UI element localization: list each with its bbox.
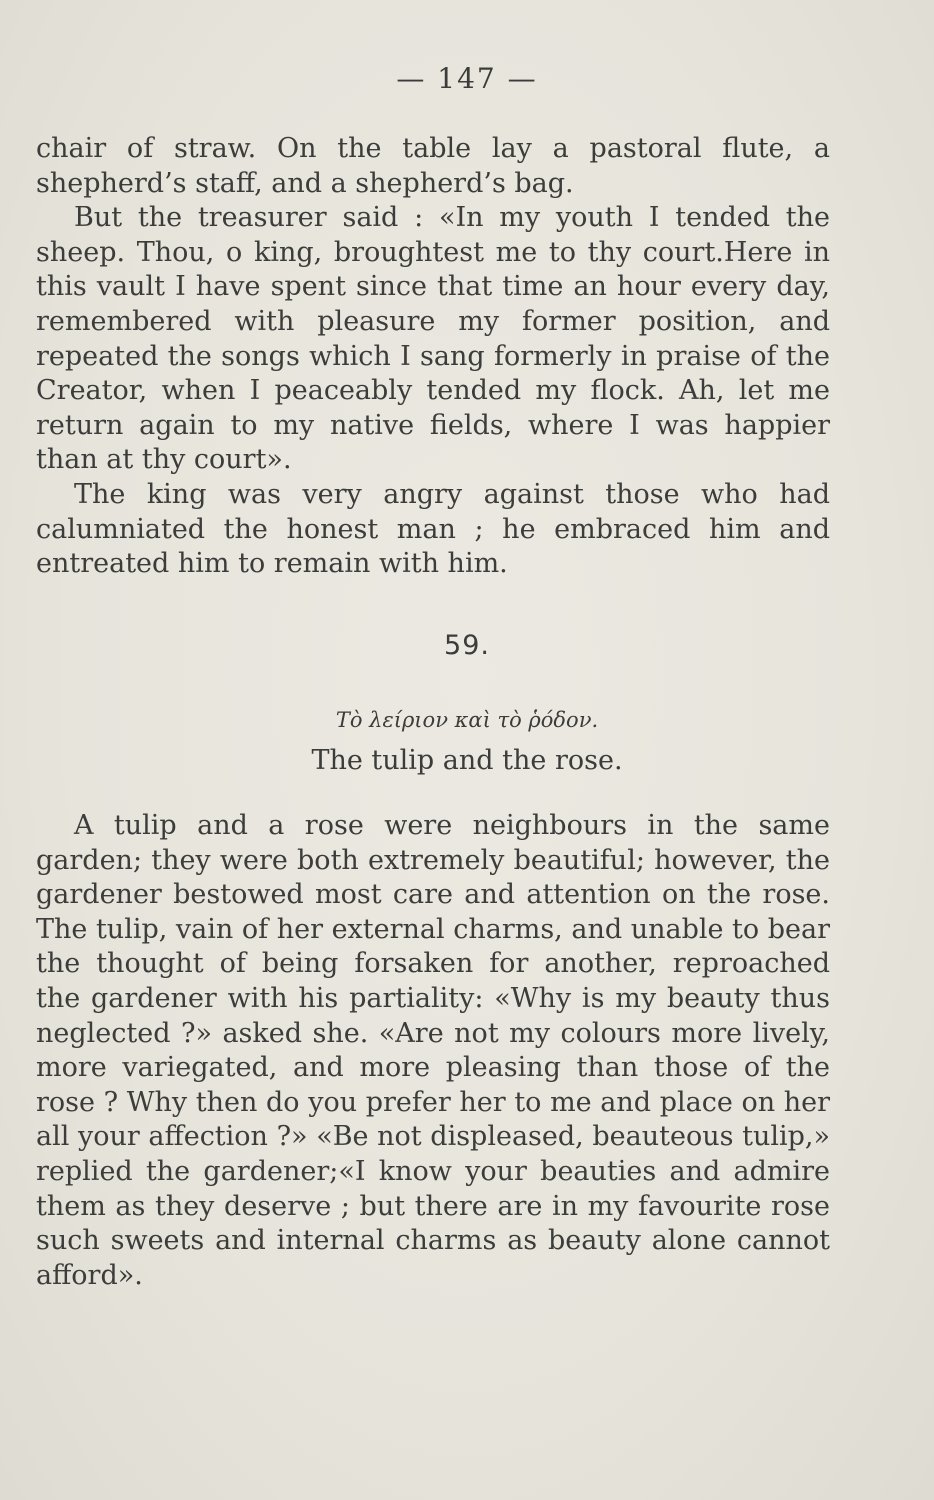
- english-title: The tulip and the rose.: [311, 745, 623, 776]
- fable-number: 59.: [444, 630, 490, 661]
- paragraph: The king was very angry against those who had calumniated the honest man ; he embraced him and entreated him to remain with him.: [36, 478, 830, 580]
- story-continuation: [36, 132, 830, 582]
- fable-text: [36, 809, 830, 1293]
- page-number: — 147 —: [396, 62, 538, 95]
- paragraph: But the treasurer said : «In my youth I tended the sheep. Thou, o king, broughtest me to thy court.Here in this vault I have spent since that time an hour every day, remembered with pleasure my former position, and repeated the songs which I sang formerly in praise of the Creator, when I peaceably tended my flock. Ah, let me return again to my native fields, where I was happier than at thy court».: [36, 202, 830, 476]
- greek-title: Τὸ λείριον καὶ τὸ ῥόδον.: [335, 708, 599, 732]
- paragraph: A tulip and a rose were neighbours in the same garden; they were both extremely beautiful; however, the gardener bestowed most care and attention on the rose. The tulip, vain of her external charms, and unable to bear the thought of being forsaken for another, reproached the gardener with his partiality: «Why is my beauty thus neglected ?» asked she. «Are not my colours more lively, more variegated, and more pleasing than those of the rose ? Why then do you prefer her to me and place on her all your affection ?» «Be not displeased, beauteous tulip,» replied the gardener;«I know your beauties and admire them as they deserve ; but there are in my favourite rose such sweets and internal charms as beauty alone cannot afford».: [36, 810, 831, 1291]
- paragraph: chair of straw. On the table lay a pastoral flute, a shepherd’s staff, and a shepherd’s bag.: [36, 133, 830, 199]
